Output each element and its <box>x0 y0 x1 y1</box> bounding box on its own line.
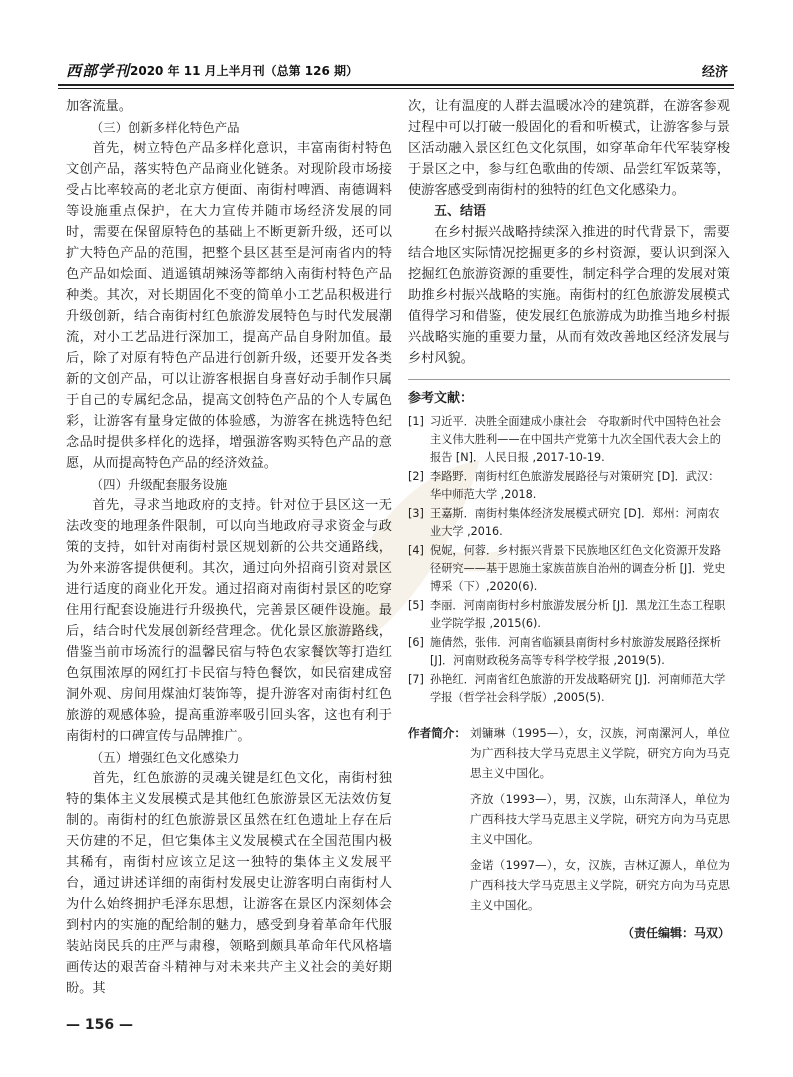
right-column <box>408 96 730 944</box>
reference-number: [4] <box>408 544 424 557</box>
reference-text: 施倩然，张伟．河南省临颍县南街村乡村旅游发展路径探析 [J]．河南财政税务高等专科学校学报 ,2019(5). <box>430 636 721 667</box>
reference-item <box>408 671 730 707</box>
body-paragraph: 首先，寻求当地政府的支持。针对位于县区这一无法改变的地理条件限制，可以向当地政府寻求资金与政策的支持，如针对南街村景区规划新的公共交通路线，为外来游客提供便利。其次，通过向外招商引资对景区进行适度的商业化开发。通过招商对南街村景区的吃穿住用行配套设施进行升级换代，完善景区硬件设施。最后，结合时代发展创新经营理念。优化景区旅游路线，借鉴当前市场流行的温馨民宿与特色农家餐饮等打造红色氛围浓厚的网红打卡民宿与特色餐饮，如民宿建成窑洞外观、房间用煤油灯装饰等，提升游客对南街村红色旅游的观感体验，提高重游率吸引回头客，这也有利于南街村的口碑宣传与品牌推广。 <box>66 498 392 744</box>
header-rule-thick <box>58 84 734 86</box>
author-bio: 金诺（1997—），女，汉族，吉林辽源人，单位为广西科技大学马克思主义学院，研究方向为马克思主义中国化。 <box>470 858 730 912</box>
reference-number: [7] <box>408 673 424 686</box>
reference-item <box>408 542 730 596</box>
reference-list <box>408 413 730 707</box>
responsible-editor: （责任编辑：马双） <box>621 926 730 940</box>
reference-item <box>408 468 730 504</box>
journal-logo: 西部学刊 <box>66 62 131 80</box>
issue-info: 2020 年 11 月上半月刊（总第 126 期） <box>130 64 359 78</box>
reference-text: 王嘉斯．南街村集体经济发展模式研究 [D]．郑州：河南农业大学 ,2016. <box>430 507 720 538</box>
subsection-heading-3: （三）创新多样化特色产品 <box>90 120 240 135</box>
reference-item <box>408 597 730 633</box>
left-column <box>66 96 392 999</box>
paragraph-continuation: 次，让有温度的人群去温暖冰冷的建筑群，在游客参观过程中可以打破一般固化的看和听模式，让游客参与景区活动融入景区红色文化氛围，如穿革命年代军装穿梭于景区之中，参与红色歌曲的传颂、品尝红军饭菜等，使游客感受到南街村的独特的红色文化感染力。 <box>408 99 730 198</box>
reference-text: 习近平．决胜全面建成小康社会 夺取新时代中国特色社会主义伟大胜利——在中国共产党第十九次全国代表大会上的报告 [N]．人民日报 ,2017-10-19. <box>430 415 721 464</box>
conclusion-heading: 五、结语 <box>434 204 487 219</box>
body-paragraph: 首先，红色旅游的灵魂关键是红色文化，南街村独特的集体主义发展模式是其他红色旅游景区无法效仿复制的。南街村的红色旅游景区虽然在红色遗址上存在后天仿建的不足，但它集体主义发展模式在全国范围内极其稀有，南街村应该立足这一独特的集体主义发展平台，通过讲述详细的南街村发展史让游客明白南街村人为什么始终拥护毛泽东思想，让游客在景区内深刻体会到村内的实施的配给制的魅力，感受到身着革命年代服装站岗民兵的庄严与肃穆，领略到颇具革命年代风格墙画传达的艰苦奋斗精神与对未来共产主义社会的美好期盼。其 <box>66 771 392 996</box>
body-paragraph: 首先，树立特色产品多样化意识，丰富南街村特色文创产品，落实特色产品商业化链条。对现阶段市场接受占比率较高的老北京方便面、南街村啤酒、南德调料等设施重点保护，在大力宣传并随市场经济发展的同时，需要在保留原特色的基础上不断更新升级，还可以扩大特色产品的范围，把整个县区甚至是河南省内的特色产品如烩面、逍遥镇胡辣汤等都纳入南街村特色产品种类。其次，对长期固化不变的简单小工艺品积极进行升级创新，结合南街村红色旅游发展特色与时代发展潮流，对小工艺品进行深加工，提高产品自身附加值。最后，除了对原有特色产品进行创新升级，还要开发各类新的文创产品，可以让游客根据自身喜好动手制作只属于自己的专属纪念品，提高文创特色产品的个人专属色彩，让游客有量身定做的体验感，为游客在挑选特色纪念品时提供多样化的选择，增强游客购买特色产品的意愿，从而提高特色产品的经济效益。 <box>66 141 392 471</box>
author-bio-label: 作者简介： <box>408 726 466 740</box>
running-header <box>58 60 734 82</box>
page-number: — 156 — <box>66 1017 133 1033</box>
reference-number: [2] <box>408 470 424 483</box>
reference-number: [5] <box>408 599 424 612</box>
paragraph-continuation: 加客流量。 <box>66 99 132 114</box>
author-bios <box>408 723 730 915</box>
subsection-heading-4: （四）升级配套服务设施 <box>90 477 228 492</box>
reference-text: 李丽．河南南街村乡村旅游发展分析 [J]．黑龙江生态工程职业学院学报 ,2015(6). <box>430 599 726 630</box>
reference-item <box>408 634 730 670</box>
reference-item <box>408 505 730 541</box>
references-heading: 参考文献： <box>408 379 730 409</box>
header-rule-thin <box>58 88 734 89</box>
reference-number: [1] <box>408 415 424 428</box>
reference-text: 李路野．南街村红色旅游发展路径与对策研究 [D]．武汉：华中师范大学 ,2018. <box>430 470 720 501</box>
reference-number: [3] <box>408 507 424 520</box>
subsection-heading-5: （五）增强红色文化感染力 <box>90 750 240 765</box>
section-label: 经济 <box>701 65 728 80</box>
reference-text: 孙艳红．河南省红色旅游的开发战略研究 [J]．河南师范大学学报（哲学社会科学版）,2005(5). <box>430 673 726 704</box>
author-bio: 齐放（1993—），男，汉族，山东菏泽人，单位为广西科技大学马克思主义学院，研究方向为马克思主义中国化。 <box>470 792 730 846</box>
author-bio: 刘镛琳（1995—），女，汉族，河南漯河人，单位为广西科技大学马克思主义学院，研究方向为马克思主义中国化。 <box>470 726 730 780</box>
reference-text: 倪妮，何蓉．乡村振兴背景下民族地区红色文化资源开发路径研究——基于恩施土家族苗族自治州的调查分析 [J]．党史博采（下）,2020(6). <box>430 544 726 593</box>
conclusion-paragraph: 在乡村振兴战略持续深入推进的时代背景下，需要结合地区实际情况挖掘更多的乡村资源，要认识到深入挖掘红色旅游资源的重要性，制定科学合理的发展对策助推乡村振兴战略的实施。南街村的红色旅游发展模式值得学习和借鉴，使发展红色旅游成为助推当地乡村振兴战略实施的重要力量，从而有效改善地区经济发展与乡村风貌。 <box>408 225 730 366</box>
reference-number: [6] <box>408 636 424 649</box>
reference-item <box>408 413 730 467</box>
